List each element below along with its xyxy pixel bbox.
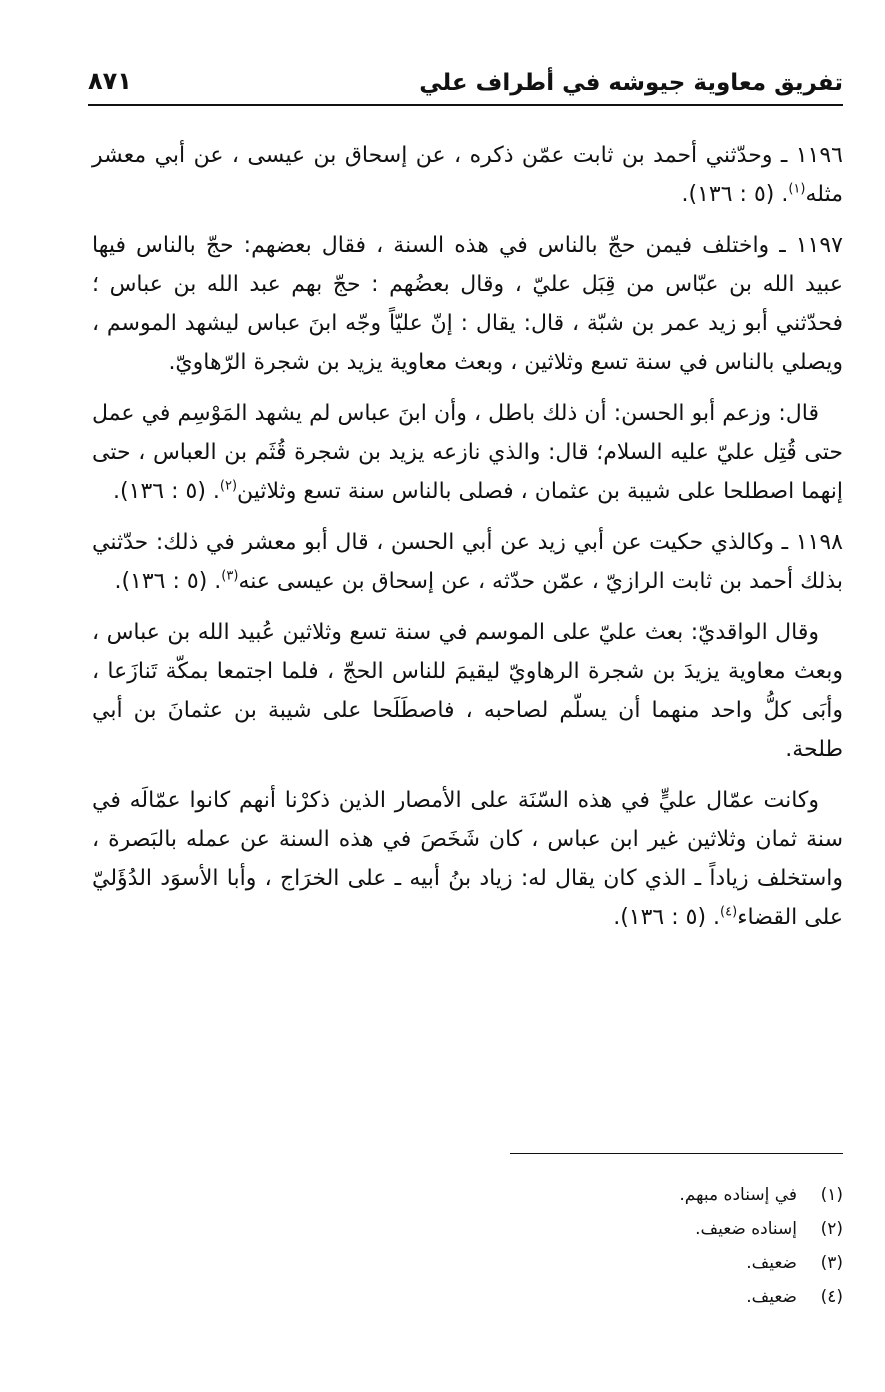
chapter-title: تفريق معاوية جيوشه في أطراف علي	[419, 70, 843, 96]
paragraph-text: ١١٩٨ ـ وكالذي حكيت عن أبي زيد عن أبي الحسن ، قال أبو معشر في ذلك: حدّثني بذلك أحمد بن ثابت الرازيّ ، عمّن حدّثه ، عن إسحاق بن عيسى عنه	[92, 530, 843, 594]
footnote-number: (٢)	[820, 1219, 843, 1239]
footnote-item	[343, 1181, 843, 1209]
paragraph-waqidi	[92, 613, 843, 769]
source-citation: . (٥ : ١٣٦).	[613, 905, 721, 930]
footnote-item	[343, 1215, 843, 1243]
page-number: ٨٧١	[88, 67, 132, 95]
footnote-text: في إسناده مبهم.	[679, 1185, 797, 1205]
source-citation: . (٥ : ١٣٦).	[113, 479, 220, 504]
paragraph-governors	[92, 781, 843, 937]
paragraph-1196	[92, 136, 843, 214]
paragraph-1197-continued	[92, 394, 843, 511]
footnote-number: (١)	[820, 1185, 843, 1205]
paragraph-text: وكانت عمّال عليٍّ في هذه السّنَة على الأمصار الذين ذكرْنا أنهم كانوا عمّالَه في سنة ثمان وثلاثين غير ابن عباس ، كان شَخَصَ في هذه السنة عن عمله بالبَصرة ، واستخلف زياداً ـ الذي كان يقال له: زياد بنُ أبيه ـ على الخرَاج ، وأبا الأسوَد الدُؤَليّ على القضاء	[92, 788, 843, 930]
main-text	[92, 136, 843, 949]
footnote-ref: (٤)	[720, 904, 738, 920]
footnote-item	[343, 1249, 843, 1277]
paragraph-text: قال: وزعم أبو الحسن: أن ذلك باطل ، وأن ابنَ عباس لم يشهد المَوْسِم في عمل حتى قُتِل عليّ عليه السلام؛ قال: والذي نازعه يزيد بن شجرة قُثَم بن العباس ، حتى إنهما اصطلحا على شيبة بن عثمان ، فصلى بالناس سنة تسع وثلاثين	[92, 401, 843, 504]
paragraph-text: ١١٩٧ ـ واختلف فيمن حجّ بالناس في هذه السنة ، فقال بعضهم: حجّ بالناس فيها عبيد الله بن عبّاس من قِبَل عليّ ، وقال بعضُهم : حجّ بهم عبد الله بن عباس ؛ فحدّثني أبو زيد عمر بن شبّة ، قال: يقال : إنّ عليّاً وجّه ابنَ عباس ليشهد الموسم ، ويصلي بالناس في سنة تسع وثلاثين ، وبعث معاوية يزيد بن شجرة الرّهاويّ.	[92, 233, 843, 375]
footnote-item	[343, 1283, 843, 1311]
footnote-text: ضعيف.	[746, 1287, 797, 1307]
source-citation: . (٥ : ١٣٦).	[681, 182, 789, 207]
paragraph-text: وقال الواقديّ: بعث عليّ على الموسم في سنة تسع وثلاثين عُبيد الله بن عباس ، وبعث معاوية يزيدَ بن شجرة الرهاويّ ليقيمَ للناس الحجّ ، فلما اجتمعا بمكّة تَنازَعا ، وأبَى كلُّ واحد منهما أن يسلّم لصاحبه ، فاصطَلَحا على شيبة بن عثمانَ بن أبي طلحة.	[92, 620, 843, 762]
footnote-number: (٣)	[820, 1253, 843, 1273]
footnote-text: ضعيف.	[746, 1253, 797, 1273]
paragraph-text: ١١٩٦ ـ وحدّثني أحمد بن ثابت عمّن ذكره ، عن إسحاق بن عيسى ، عن أبي معشر مثله	[92, 143, 843, 207]
source-citation: . (٥ : ١٣٦).	[114, 569, 222, 594]
footnote-ref: (١)	[788, 181, 806, 197]
running-header	[88, 62, 843, 108]
footnote-ref: (٣)	[221, 568, 239, 584]
header-divider	[88, 104, 843, 106]
footnote-ref: (٢)	[219, 478, 238, 494]
footnote-number: (٤)	[820, 1287, 843, 1307]
footnote-divider	[510, 1153, 843, 1154]
footnote-text: إسناده ضعيف.	[695, 1219, 797, 1239]
paragraph-1197	[92, 226, 843, 382]
paragraph-1198	[92, 523, 843, 601]
footnotes	[343, 1181, 843, 1317]
